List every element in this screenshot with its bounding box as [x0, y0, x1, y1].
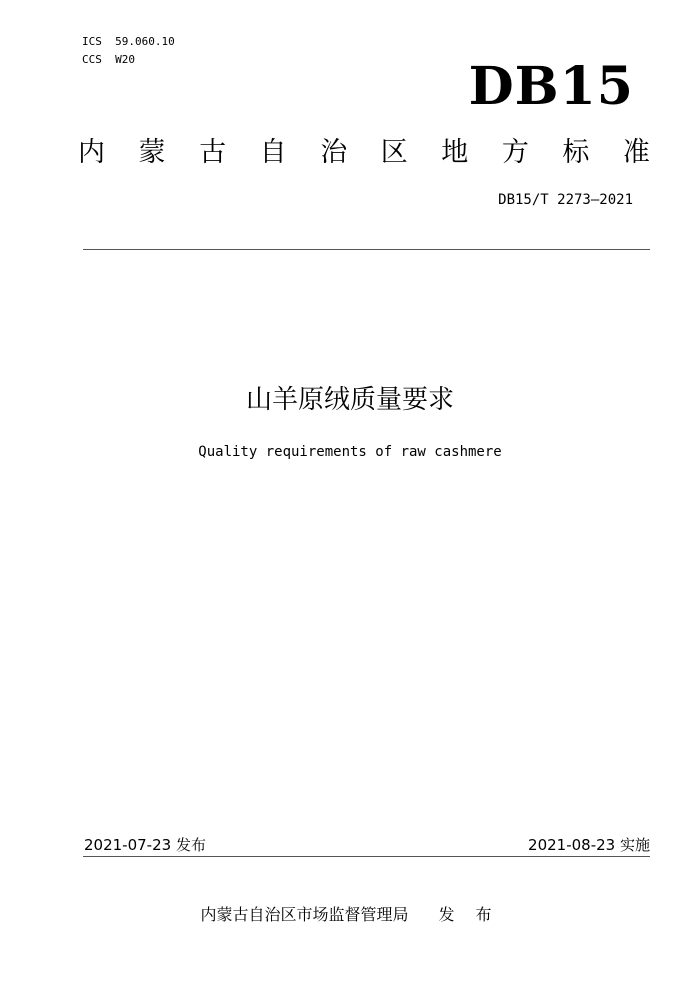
organization-char: 自 — [259, 137, 287, 168]
implement-date: 2021-08-23 实施 — [528, 836, 650, 854]
english-title: Quality requirements of raw cashmere — [198, 444, 502, 460]
organization-char: 准 — [622, 137, 650, 168]
issuer-name: 内蒙古自治区市场监督管理局 — [200, 905, 409, 924]
top-divider — [83, 249, 650, 250]
organization-char: 治 — [320, 137, 348, 168]
organization-char: 区 — [380, 137, 408, 168]
ccs-code: CCS W20 — [82, 53, 135, 66]
organization-char: 地 — [441, 137, 469, 168]
chinese-title: 山羊原绒质量要求 — [245, 385, 454, 415]
organization-heading — [78, 132, 650, 174]
bottom-divider — [83, 856, 650, 857]
issuer-action: 发 布 — [438, 905, 500, 924]
standard-number: DB15/T 2273—2021 — [498, 192, 633, 208]
issuer-line — [0, 903, 700, 927]
db15-logo: DB15 — [468, 56, 634, 117]
publish-date: 2021-07-23 发布 — [84, 836, 206, 854]
organization-char: 方 — [501, 137, 529, 168]
organization-char: 内 — [78, 137, 105, 168]
organization-char: 蒙 — [138, 137, 166, 168]
organization-char: 古 — [199, 137, 227, 168]
organization-char: 标 — [562, 137, 590, 168]
ics-code: ICS 59.060.10 — [82, 35, 175, 48]
